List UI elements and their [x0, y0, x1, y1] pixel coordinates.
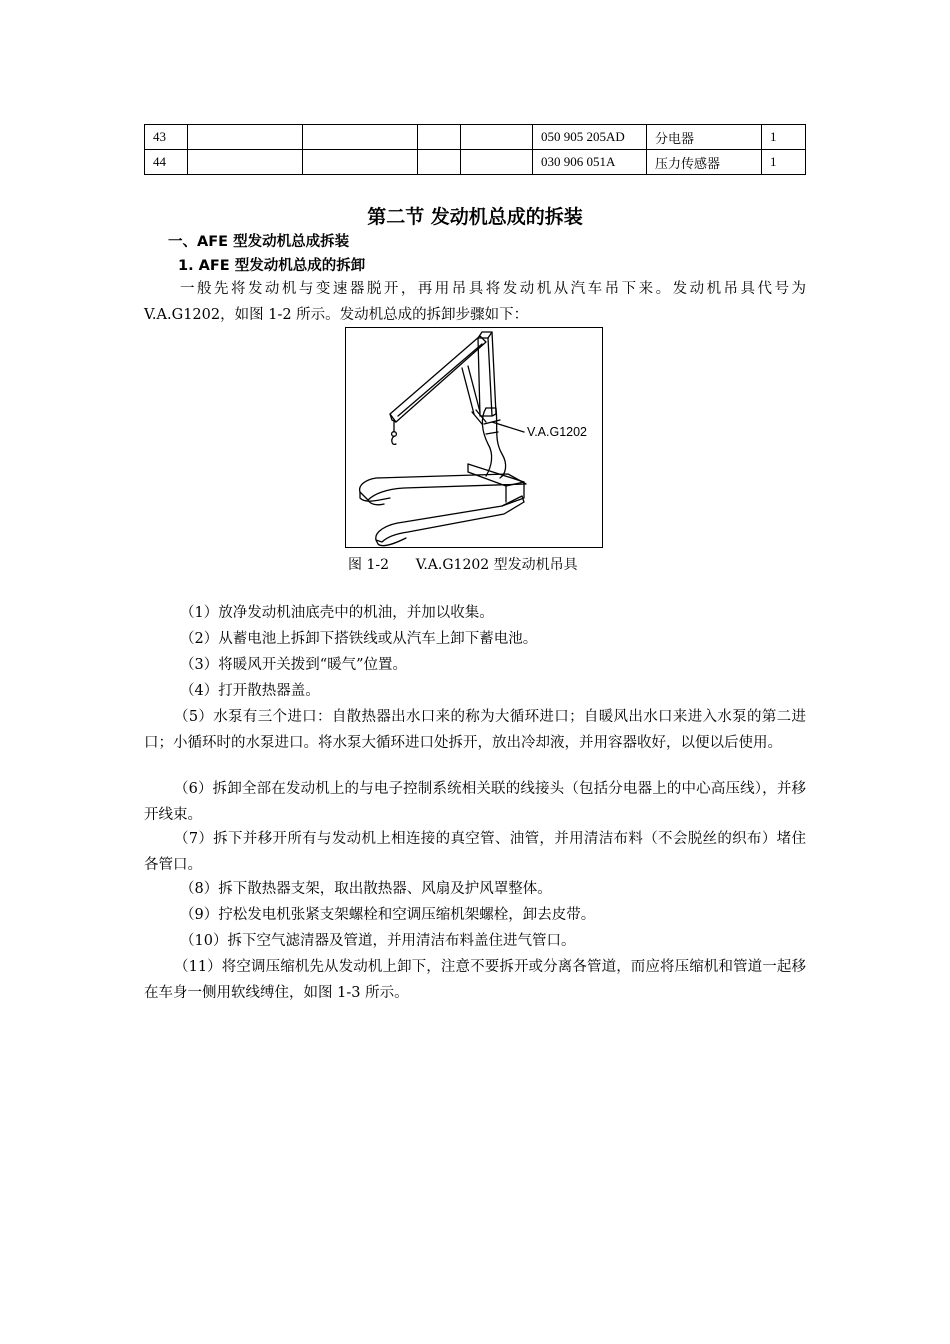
intro-paragraph: 一般先将发动机与变速器脱开，再用吊具将发动机从汽车吊下来。发动机吊具代号为 V.A.G1202，如图 1-2 所示。发动机总成的拆卸步骤如下：: [144, 281, 806, 323]
step-item: （6）拆卸全部在发动机上的与电子控制系统相关联的线接头（包括分电器上的中心高压线），并移开线束。: [144, 781, 806, 823]
row-number-cell: 44: [145, 150, 188, 175]
part-number-cell: 030 906 051A: [533, 150, 647, 175]
heading-level-2: 1. AFE 型发动机总成的拆卸: [178, 258, 366, 274]
empty-cell: [461, 125, 533, 150]
part-name-cell: 压力传感器: [647, 150, 762, 175]
step-item: （2）从蓄电池上拆卸下搭铁线或从汽车上卸下蓄电池。: [180, 631, 538, 647]
table-row: [145, 125, 806, 150]
quantity-cell: 1: [762, 150, 806, 175]
step-item: （9）拧松发电机张紧支架螺栓和空调压缩机架螺栓，卸去皮带。: [180, 907, 596, 923]
quantity-cell: 1: [762, 125, 806, 150]
parts-table: [144, 124, 806, 175]
row-number-cell: 43: [145, 125, 188, 150]
empty-cell: [461, 150, 533, 175]
section-title: 第二节 发动机总成的拆装: [367, 206, 583, 228]
figure-label: V.A.G1202: [527, 425, 588, 439]
figure-caption: 图 1-2 V.A.G1202 型发动机吊具: [348, 557, 578, 573]
step-item: （10）拆下空气滤清器及管道，并用清洁布料盖住进气管口。: [180, 933, 576, 949]
step-item: （1）放净发动机油底壳中的机油，并加以收集。: [180, 605, 494, 621]
step-item: （11）将空调压缩机先从发动机上卸下，注意不要拆开或分离各管道，而应将压缩机和管道一起移在车身一侧用软线缚住，如图 1-3 所示。: [144, 959, 806, 1001]
empty-cell: [188, 150, 303, 175]
part-number-cell: 050 905 205AD: [533, 125, 647, 150]
step-item: （3）将暖风开关拨到“暖气”位置。: [180, 657, 408, 673]
step-item: （4）打开散热器盖。: [180, 683, 320, 699]
empty-cell: [303, 125, 418, 150]
step-item: （8）拆下散热器支架，取出散热器、风扇及护风罩整体。: [180, 881, 552, 897]
part-name-cell: 分电器: [647, 125, 762, 150]
empty-cell: [188, 125, 303, 150]
step-item: （7）拆下并移开所有与发动机上相连接的真空管、油管，并用清洁布料（不会脱丝的织布）堵住各管口。: [144, 831, 806, 873]
step-item: （5）水泵有三个进口：自散热器出水口来的称为大循环进口；自暖风出水口来进入水泵的第二进口；小循环时的水泵进口。将水泵大循环进口处拆开，放出冷却液，并用容器收好，以便以后使用。: [144, 709, 806, 751]
heading-level-1: 一、AFE 型发动机总成拆装: [168, 234, 350, 250]
table-row: [145, 150, 806, 175]
empty-cell: [303, 150, 418, 175]
empty-cell: [418, 150, 461, 175]
empty-cell: [418, 125, 461, 150]
